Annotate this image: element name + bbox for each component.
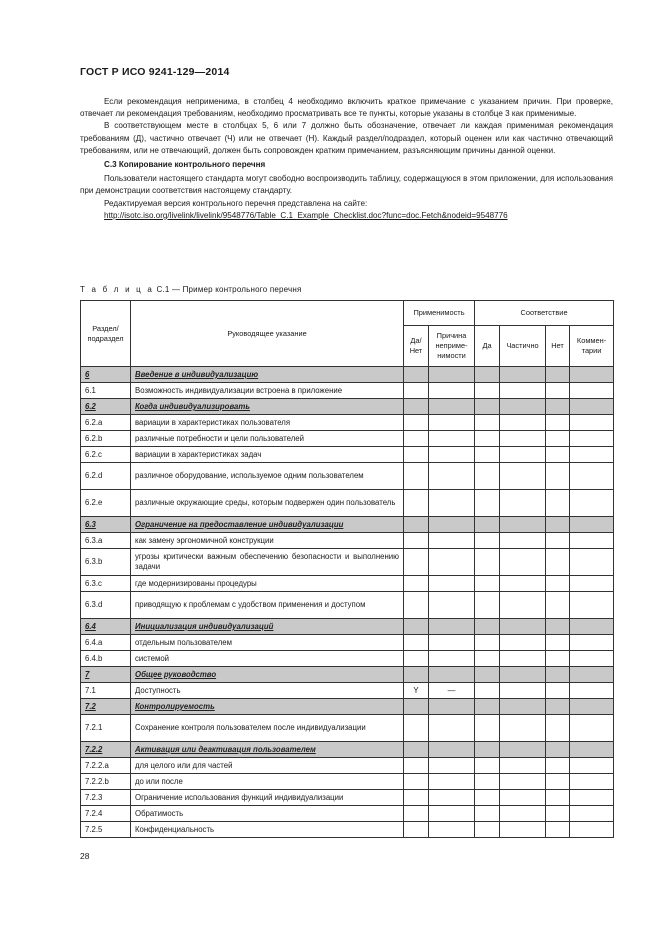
table-row <box>81 790 614 806</box>
row-no <box>546 667 570 683</box>
table-row <box>81 415 614 431</box>
paragraph: Пользователи настоящего стандарта могут свободно воспроизводить таблицу, содержащуюся в этом приложении, для использования при демонстрации соответствия настоящему стандарту. <box>80 174 613 196</box>
section-row <box>81 742 614 758</box>
row-reason <box>429 431 475 447</box>
row-number: 6.3.a <box>81 533 131 549</box>
row-yes <box>475 715 500 742</box>
row-applicable <box>404 822 429 838</box>
row-no <box>546 699 570 715</box>
row-no <box>546 431 570 447</box>
section-row <box>81 367 614 383</box>
row-number: 7.2.4 <box>81 806 131 822</box>
row-no <box>546 758 570 774</box>
table-row <box>81 758 614 774</box>
row-comments <box>570 635 614 651</box>
row-no <box>546 576 570 592</box>
row-comments <box>570 667 614 683</box>
row-applicable <box>404 742 429 758</box>
row-partial <box>500 822 546 838</box>
row-guidance: различные окружающие среды, которым подвержен один пользователь <box>131 490 404 517</box>
row-applicable <box>404 758 429 774</box>
row-reason <box>429 576 475 592</box>
paragraph: Редактируемая версия контрольного перечня представлена на сайте: <box>104 198 368 208</box>
table-row <box>81 383 614 399</box>
row-guidance: вариации в характеристиках пользователя <box>131 415 404 431</box>
header-applicability: Применимость <box>404 301 475 326</box>
row-yes <box>475 447 500 463</box>
header-partial: Частично <box>500 326 546 367</box>
row-applicable <box>404 619 429 635</box>
row-comments <box>570 790 614 806</box>
row-reason <box>429 790 475 806</box>
row-reason <box>429 619 475 635</box>
row-comments <box>570 463 614 490</box>
row-comments <box>570 399 614 415</box>
row-yes <box>475 619 500 635</box>
row-applicable <box>404 651 429 667</box>
row-guidance: Инициализация индивидуализаций <box>131 619 404 635</box>
table-row <box>81 549 614 576</box>
row-yes <box>475 806 500 822</box>
row-no <box>546 490 570 517</box>
checklist-table <box>80 300 614 838</box>
row-reason <box>429 699 475 715</box>
row-guidance: Конфиденциальность <box>131 822 404 838</box>
row-applicable <box>404 790 429 806</box>
row-partial <box>500 399 546 415</box>
row-no <box>546 715 570 742</box>
caption-text: С.1 — Пример контрольного перечня <box>156 285 302 294</box>
row-partial <box>500 592 546 619</box>
row-number: 6.4.b <box>81 651 131 667</box>
section-row <box>81 619 614 635</box>
row-reason <box>429 367 475 383</box>
row-yes <box>475 742 500 758</box>
row-guidance: Сохранение контроля пользователем после индивидуализации <box>131 715 404 742</box>
row-comments <box>570 431 614 447</box>
table-row <box>81 490 614 517</box>
row-partial <box>500 576 546 592</box>
table-row <box>81 774 614 790</box>
row-applicable <box>404 415 429 431</box>
row-partial <box>500 651 546 667</box>
row-applicable <box>404 490 429 517</box>
row-no <box>546 619 570 635</box>
row-yes <box>475 822 500 838</box>
row-guidance: Когда индивидуализировать <box>131 399 404 415</box>
row-yes <box>475 490 500 517</box>
row-guidance: Контролируемость <box>131 699 404 715</box>
row-guidance: системой <box>131 651 404 667</box>
row-number: 6.3.c <box>81 576 131 592</box>
row-no <box>546 742 570 758</box>
row-reason <box>429 806 475 822</box>
row-reason: — <box>429 683 475 699</box>
row-no <box>546 367 570 383</box>
row-guidance: как замену эргономичной конструкции <box>131 533 404 549</box>
header-no: Нет <box>546 326 570 367</box>
section-row <box>81 699 614 715</box>
row-comments <box>570 742 614 758</box>
row-guidance: Ограничение на предоставление индивидуализации <box>131 517 404 533</box>
table-row <box>81 683 614 699</box>
row-applicable <box>404 806 429 822</box>
row-no <box>546 806 570 822</box>
row-partial <box>500 742 546 758</box>
section-row <box>81 517 614 533</box>
row-applicable <box>404 399 429 415</box>
row-number: 6.2 <box>81 399 131 415</box>
row-partial <box>500 619 546 635</box>
row-comments <box>570 619 614 635</box>
table-row <box>81 806 614 822</box>
table-row <box>81 533 614 549</box>
row-applicable <box>404 367 429 383</box>
document-header: ГОСТ Р ИСО 9241-129—2014 <box>80 66 230 78</box>
header-section: Раздел/ подраздел <box>81 301 131 367</box>
row-yes <box>475 367 500 383</box>
row-applicable <box>404 667 429 683</box>
row-comments <box>570 699 614 715</box>
row-partial <box>500 635 546 651</box>
row-reason <box>429 533 475 549</box>
row-guidance: угрозы критически важным обеспечению безопасности и выполнению задачи <box>131 549 404 576</box>
row-partial <box>500 447 546 463</box>
row-guidance: Общее руководство <box>131 667 404 683</box>
row-reason <box>429 447 475 463</box>
row-applicable <box>404 576 429 592</box>
row-comments <box>570 415 614 431</box>
table-row <box>81 822 614 838</box>
row-guidance: отдельным пользователем <box>131 635 404 651</box>
row-number: 7.2.5 <box>81 822 131 838</box>
row-guidance: вариации в характеристиках задач <box>131 447 404 463</box>
row-no <box>546 383 570 399</box>
row-comments <box>570 549 614 576</box>
row-partial <box>500 517 546 533</box>
row-yes <box>475 774 500 790</box>
row-number: 7.1 <box>81 683 131 699</box>
header-guidance: Руководящее указание <box>131 301 404 367</box>
section-row <box>81 399 614 415</box>
row-comments <box>570 490 614 517</box>
row-yes <box>475 592 500 619</box>
row-reason <box>429 667 475 683</box>
table-body <box>81 367 614 838</box>
row-no <box>546 447 570 463</box>
body-text <box>80 96 613 222</box>
row-reason <box>429 463 475 490</box>
row-number: 7 <box>81 667 131 683</box>
row-applicable <box>404 592 429 619</box>
table-row <box>81 463 614 490</box>
caption-prefix: Т а б л и ц а <box>80 285 155 294</box>
row-comments <box>570 517 614 533</box>
row-partial <box>500 758 546 774</box>
row-number: 6.4 <box>81 619 131 635</box>
row-number: 6 <box>81 367 131 383</box>
row-yes <box>475 549 500 576</box>
row-yes <box>475 463 500 490</box>
row-partial <box>500 715 546 742</box>
row-partial <box>500 463 546 490</box>
row-applicable <box>404 463 429 490</box>
row-guidance: Доступность <box>131 683 404 699</box>
row-reason <box>429 517 475 533</box>
row-reason <box>429 742 475 758</box>
link-text[interactable]: http://isotc.iso.org/livelink/livelink/9548776/Table_C.1_Example_Checklist.doc?func=doc.Fetch&nodeid=9548776 <box>104 210 508 220</box>
row-reason <box>429 399 475 415</box>
row-guidance: различные потребности и цели пользователей <box>131 431 404 447</box>
row-comments <box>570 592 614 619</box>
row-number: 6.3 <box>81 517 131 533</box>
row-no <box>546 790 570 806</box>
row-partial <box>500 549 546 576</box>
row-comments <box>570 715 614 742</box>
page-number: 28 <box>80 851 90 861</box>
row-no <box>546 651 570 667</box>
row-guidance: различное оборудование, используемое одним пользователем <box>131 463 404 490</box>
row-comments <box>570 533 614 549</box>
row-guidance: Возможность индивидуализации встроена в приложение <box>131 383 404 399</box>
row-no <box>546 592 570 619</box>
row-yes <box>475 699 500 715</box>
row-yes <box>475 383 500 399</box>
row-number: 6.2.b <box>81 431 131 447</box>
row-reason <box>429 635 475 651</box>
row-number: 6.2.e <box>81 490 131 517</box>
row-reason <box>429 651 475 667</box>
row-number: 7.2.2.a <box>81 758 131 774</box>
paragraph: В соответствующем месте в столбцах 5, 6 или 7 должно быть обозначение, отвечает ли каждая применимая рекомендация требованиям (Д), частично отвечает (Ч) или не отвечает (Н). Каждый раздел/подраздел, который оценен или как частично отвечающий требованиям, или не отвечающий, должен быть сопровожден кратким примечанием, разъясняющим причины данной оценки. <box>80 121 613 155</box>
row-partial <box>500 667 546 683</box>
table-row <box>81 447 614 463</box>
row-number: 6.2.d <box>81 463 131 490</box>
header-conformance: Соответствие <box>475 301 614 326</box>
row-yes <box>475 399 500 415</box>
row-partial <box>500 699 546 715</box>
row-reason <box>429 758 475 774</box>
header-yes-no: Да/ Нет <box>404 326 429 367</box>
row-applicable <box>404 635 429 651</box>
row-number: 6.3.d <box>81 592 131 619</box>
row-guidance: до или после <box>131 774 404 790</box>
row-no <box>546 463 570 490</box>
row-yes <box>475 533 500 549</box>
row-partial <box>500 806 546 822</box>
paragraph: Если рекомендация неприменима, в столбец 4 необходимо включить краткое примечание с указанием причин. При проверке, отвечает ли рекомендация требованиям, необходимо просматривать все те пункты, которые указаны в столбце 3 как применимые. <box>80 97 613 119</box>
row-partial <box>500 383 546 399</box>
row-yes <box>475 667 500 683</box>
table-row <box>81 431 614 447</box>
row-yes <box>475 651 500 667</box>
header-reason: Причина неприме-нимости <box>429 326 475 367</box>
row-applicable: Y <box>404 683 429 699</box>
row-guidance: Введение в индивидуализацию <box>131 367 404 383</box>
row-comments <box>570 367 614 383</box>
row-applicable <box>404 699 429 715</box>
row-no <box>546 635 570 651</box>
row-partial <box>500 683 546 699</box>
row-no <box>546 774 570 790</box>
row-yes <box>475 683 500 699</box>
row-applicable <box>404 774 429 790</box>
table-caption <box>80 285 302 294</box>
row-applicable <box>404 447 429 463</box>
section-heading: С.3 Копирование контрольного перечня <box>104 160 266 170</box>
row-number: 6.4.a <box>81 635 131 651</box>
row-no <box>546 822 570 838</box>
row-comments <box>570 683 614 699</box>
row-no <box>546 399 570 415</box>
row-guidance: Ограничение использования функций индивидуализации <box>131 790 404 806</box>
row-number: 6.2.a <box>81 415 131 431</box>
row-no <box>546 533 570 549</box>
table-row <box>81 592 614 619</box>
row-yes <box>475 415 500 431</box>
header-comments: Коммен-тарии <box>570 326 614 367</box>
row-partial <box>500 774 546 790</box>
row-reason <box>429 490 475 517</box>
row-guidance: Обратимость <box>131 806 404 822</box>
row-comments <box>570 758 614 774</box>
row-reason <box>429 715 475 742</box>
row-applicable <box>404 517 429 533</box>
row-partial <box>500 490 546 517</box>
row-applicable <box>404 431 429 447</box>
row-partial <box>500 790 546 806</box>
row-reason <box>429 415 475 431</box>
row-comments <box>570 447 614 463</box>
row-reason <box>429 592 475 619</box>
row-reason <box>429 383 475 399</box>
row-partial <box>500 533 546 549</box>
row-yes <box>475 576 500 592</box>
row-yes <box>475 635 500 651</box>
table-row <box>81 651 614 667</box>
row-guidance: где модернизированы процедуры <box>131 576 404 592</box>
section-row <box>81 667 614 683</box>
row-number: 7.2.3 <box>81 790 131 806</box>
row-comments <box>570 774 614 790</box>
row-no <box>546 517 570 533</box>
row-number: 7.2.2 <box>81 742 131 758</box>
row-reason <box>429 822 475 838</box>
row-number: 7.2 <box>81 699 131 715</box>
table-row <box>81 576 614 592</box>
row-reason <box>429 549 475 576</box>
checklist-link[interactable] <box>80 210 613 222</box>
row-comments <box>570 822 614 838</box>
row-yes <box>475 517 500 533</box>
row-comments <box>570 576 614 592</box>
row-applicable <box>404 715 429 742</box>
table-row <box>81 715 614 742</box>
row-partial <box>500 367 546 383</box>
row-no <box>546 415 570 431</box>
row-yes <box>475 758 500 774</box>
row-guidance: Активация или деактивация пользователем <box>131 742 404 758</box>
header-yes: Да <box>475 326 500 367</box>
row-comments <box>570 651 614 667</box>
row-number: 7.2.2.b <box>81 774 131 790</box>
row-number: 6.3.b <box>81 549 131 576</box>
row-guidance: приводящую к проблемам с удобством применения и доступом <box>131 592 404 619</box>
row-applicable <box>404 383 429 399</box>
row-number: 6.2.c <box>81 447 131 463</box>
row-yes <box>475 790 500 806</box>
row-guidance: для целого или для частей <box>131 758 404 774</box>
row-yes <box>475 431 500 447</box>
row-no <box>546 683 570 699</box>
row-partial <box>500 431 546 447</box>
row-number: 7.2.1 <box>81 715 131 742</box>
row-reason <box>429 774 475 790</box>
row-no <box>546 549 570 576</box>
row-comments <box>570 383 614 399</box>
row-partial <box>500 415 546 431</box>
row-comments <box>570 806 614 822</box>
row-applicable <box>404 533 429 549</box>
table-row <box>81 635 614 651</box>
row-applicable <box>404 549 429 576</box>
row-number: 6.1 <box>81 383 131 399</box>
